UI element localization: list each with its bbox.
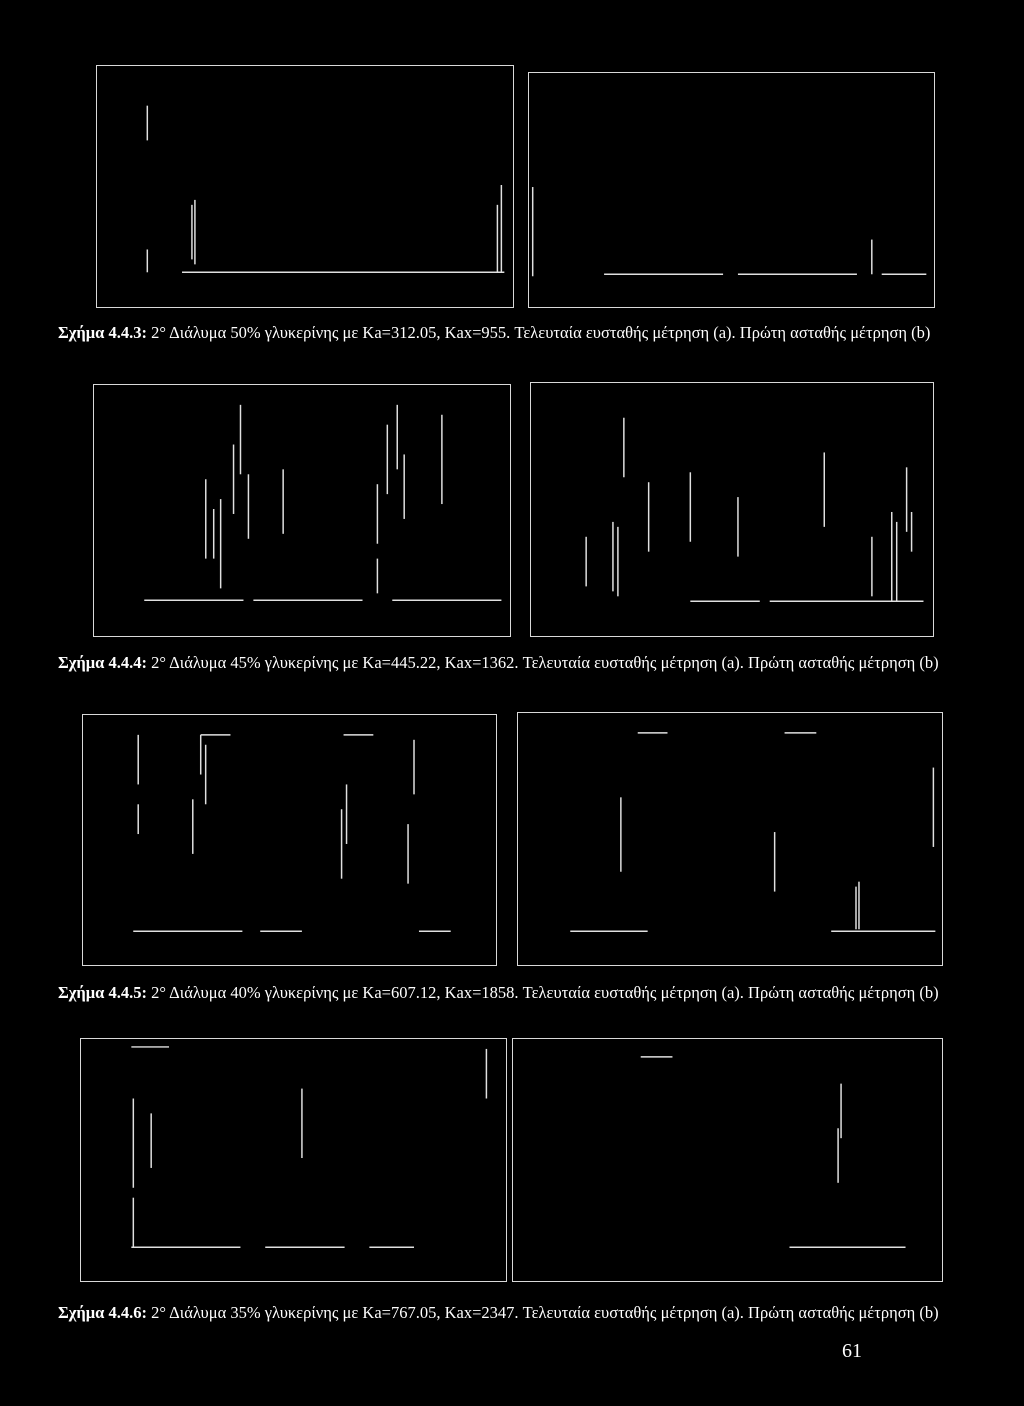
figure-4-4-4-panel-b [530, 382, 934, 637]
figure-4-4-3-caption [58, 323, 930, 343]
figure-4-4-5-caption [58, 983, 939, 1003]
figure-4-4-4-label: Σχήμα 4.4.4: [58, 653, 147, 672]
figure-4-4-4-plot-b [531, 383, 933, 636]
figure-4-4-5-panel-b [517, 712, 943, 966]
figure-4-4-3-panel-b [528, 72, 935, 308]
figure-4-4-3-plot-a [97, 66, 513, 307]
figure-4-4-5-panel-a [82, 714, 497, 966]
figure-4-4-5-label: Σχήμα 4.4.5: [58, 983, 147, 1002]
figure-4-4-5-plot-b [518, 713, 942, 965]
figure-4-4-3-panel-a [96, 65, 514, 308]
figure-4-4-4-caption [58, 653, 939, 673]
figure-4-4-3-label: Σχήμα 4.4.3: [58, 323, 147, 342]
page-number: 61 [842, 1340, 862, 1362]
figure-4-4-6-label: Σχήμα 4.4.6: [58, 1303, 147, 1322]
figure-4-4-4-text: 2° Διάλυμα 45% γλυκερίνης με Ka=445.22, Kax=1362. Τελευταία ευσταθής μέτρηση (a). Πρώτη ασταθής μέτρηση (b) [146, 653, 939, 672]
figure-4-4-4-panel-a [93, 384, 511, 637]
figure-4-4-5-text: 2° Διάλυμα 40% γλυκερίνης με Ka=607.12, Kax=1858. Τελευταία ευσταθής μέτρηση (a). Πρώτη ασταθής μέτρηση (b) [146, 983, 939, 1002]
figure-4-4-5-plot-a [83, 715, 496, 965]
figure-4-4-6-plot-b [513, 1039, 942, 1281]
figure-4-4-3-plot-b [529, 73, 934, 307]
figure-4-4-3-text: 2° Διάλυμα 50% γλυκερίνης με Ka=312.05, Kax=955. Τελευταία ευσταθής μέτρηση (a). Πρώτη ασταθής μέτρηση (b) [146, 323, 931, 342]
figure-4-4-6-text: 2° Διάλυμα 35% γλυκερίνης με Ka=767.05, Kax=2347. Τελευταία ευσταθής μέτρηση (a). Πρώτη ασταθής μέτρηση (b) [146, 1303, 939, 1322]
figure-4-4-6-panel-b [512, 1038, 943, 1282]
figure-4-4-6-plot-a [81, 1039, 506, 1281]
figure-4-4-6-caption [58, 1303, 939, 1323]
figure-4-4-6-panel-a [80, 1038, 507, 1282]
figure-4-4-4-plot-a [94, 385, 510, 636]
